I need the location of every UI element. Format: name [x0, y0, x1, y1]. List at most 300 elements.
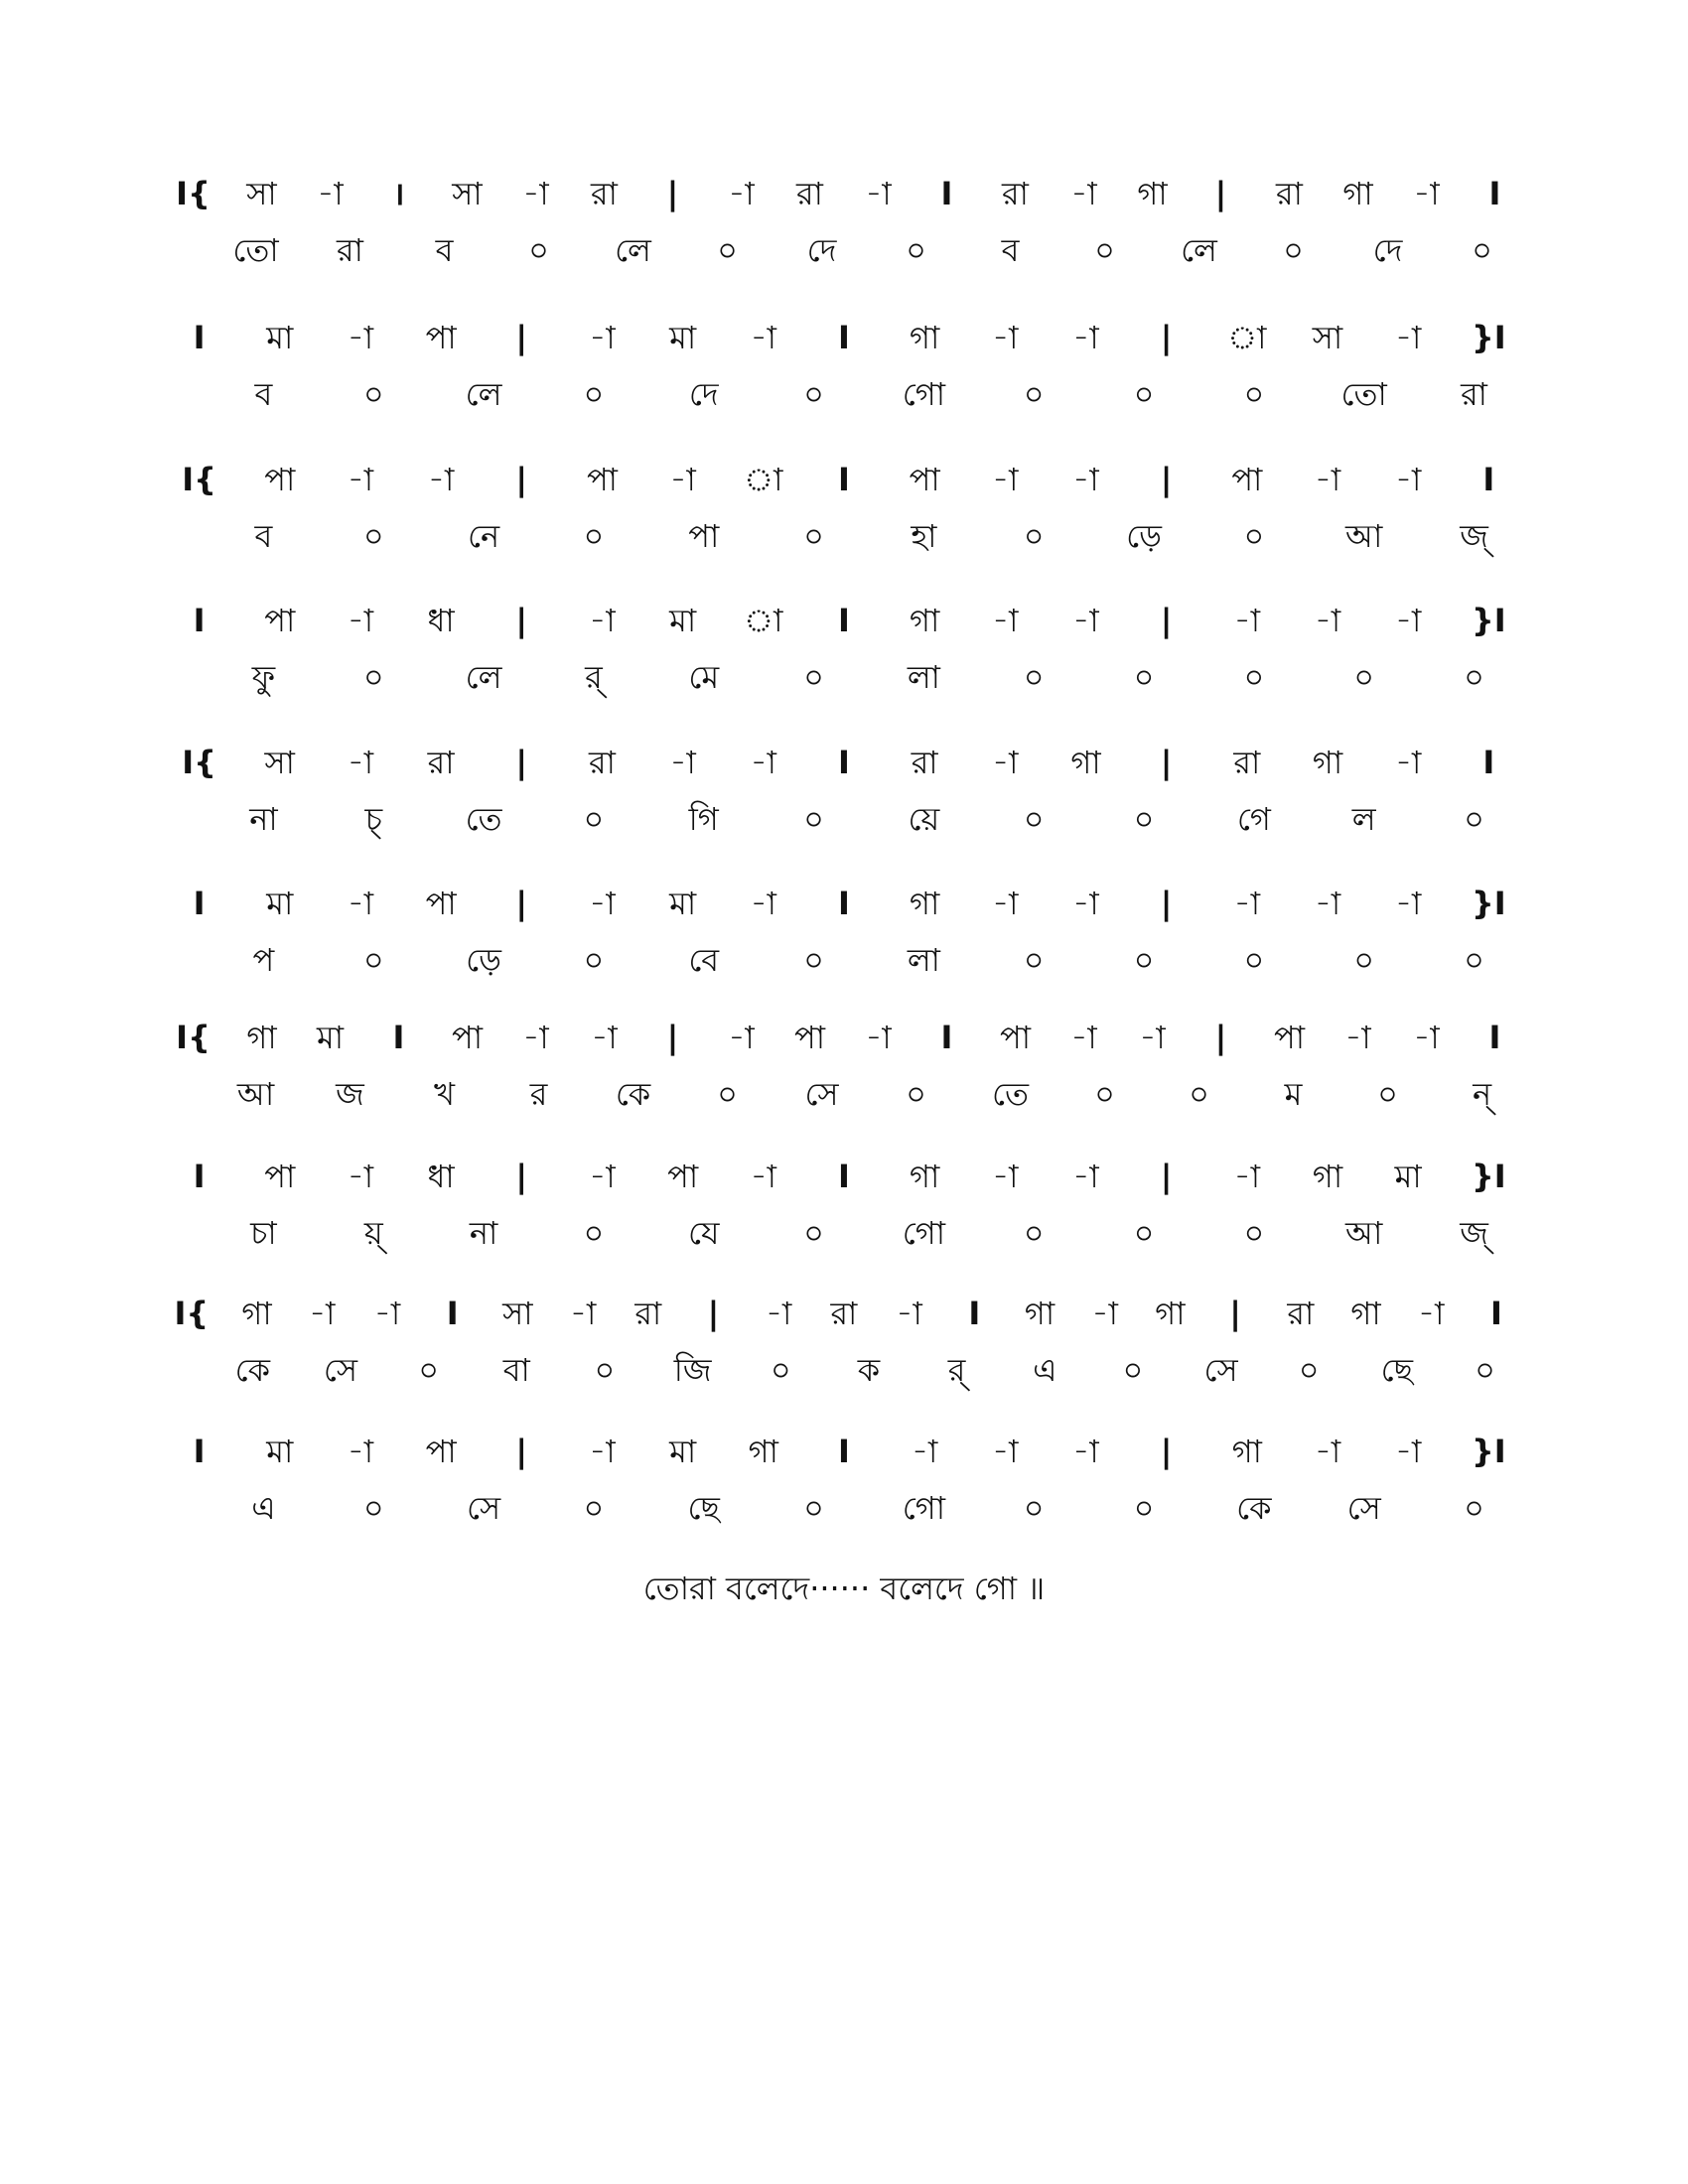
swara-token: সা	[1312, 319, 1343, 356]
swara-token: }I	[1471, 885, 1506, 922]
lyric-token: চা	[250, 1214, 277, 1252]
swara-token: -া	[1072, 602, 1099, 639]
swara-token: I	[838, 1158, 850, 1195]
swara-token: গা	[246, 1019, 277, 1056]
swara-token: -া	[750, 885, 776, 922]
lyric-token: ০	[1133, 658, 1155, 696]
swara-token: I	[1482, 744, 1495, 781]
lyric-token: তে	[992, 1075, 1029, 1113]
swara-token: |	[515, 602, 528, 639]
swara-token: ।	[392, 175, 405, 212]
swara-token: -া	[347, 885, 374, 922]
lyric-line	[159, 935, 1529, 985]
swara-line	[159, 738, 1529, 787]
lyric-token: ০	[583, 375, 605, 413]
swara-token: ধা	[427, 602, 455, 639]
swara-line	[159, 1152, 1529, 1201]
swara-token: I	[838, 744, 850, 781]
swara-token: -া	[865, 175, 892, 212]
swara-token: পা	[425, 885, 457, 922]
swara-token: মা	[669, 1433, 697, 1470]
swara-token: মা	[316, 1019, 345, 1056]
swara-token: -া	[1394, 602, 1422, 639]
lyric-token: ০	[1472, 231, 1492, 269]
swara-token: I	[1482, 461, 1495, 498]
swara-token: রা	[830, 1295, 858, 1332]
swara-token: -া	[1072, 1433, 1099, 1470]
swara-token: রা	[427, 744, 455, 781]
lyric-token: ০	[1464, 941, 1484, 979]
lyric-token: য়ে	[908, 800, 940, 838]
swara-token: I	[193, 602, 206, 639]
swara-token: -া	[750, 744, 776, 781]
swara-token: -া	[347, 461, 374, 498]
swara-token: |	[515, 1433, 528, 1470]
lyric-token: ০	[717, 1075, 738, 1113]
swara-token: া	[744, 461, 783, 498]
swara-token: পা	[586, 461, 618, 498]
swara-token: -া	[1091, 1295, 1118, 1332]
lyric-token: ০	[1023, 800, 1045, 838]
lyric-token: ০	[1353, 941, 1375, 979]
lyric-token: হা	[911, 517, 937, 555]
lyric-token: ০	[1464, 1489, 1484, 1527]
lyric-token: ০	[1133, 941, 1155, 979]
lyric-line	[159, 369, 1529, 419]
lyric-token: তো	[1340, 375, 1387, 413]
swara-token: -া	[589, 1433, 616, 1470]
lyric-token: ০	[1023, 941, 1045, 979]
lyric-token: দে	[688, 375, 719, 413]
swara-token: মা	[266, 319, 294, 356]
lyric-token: র্	[947, 1351, 966, 1389]
lyric-token: চ্	[364, 800, 382, 838]
swara-token: পা	[999, 1019, 1031, 1056]
lyric-token: কে	[1236, 1489, 1272, 1527]
swara-token: গা	[910, 1158, 940, 1195]
swara-token: গা	[1155, 1295, 1186, 1332]
swara-token: I{	[174, 1295, 210, 1332]
swara-token: |	[1160, 1158, 1173, 1195]
swara-token: -া	[766, 1295, 792, 1332]
lyric-token: গি	[688, 800, 719, 838]
swara-line	[159, 169, 1529, 218]
swara-token: গা	[1312, 1158, 1343, 1195]
lyric-token: ০	[906, 1075, 926, 1113]
swara-token: -া	[1233, 602, 1260, 639]
swara-token: I	[940, 175, 953, 212]
lyric-token: ল	[1351, 800, 1376, 838]
swara-token: রা	[911, 744, 938, 781]
lyric-token: ০	[362, 375, 384, 413]
swara-token: |	[515, 1158, 528, 1195]
swara-token: -া	[1314, 602, 1341, 639]
swara-token: -া	[992, 1158, 1019, 1195]
swara-token: -া	[1394, 885, 1422, 922]
lyric-token: ০	[770, 1351, 791, 1389]
lyric-token: বা	[502, 1351, 530, 1389]
swara-token: পা	[909, 461, 940, 498]
swara-token: |	[515, 885, 528, 922]
lyric-token: জ্	[1460, 517, 1488, 555]
lyric-token: ০	[1464, 658, 1484, 696]
lyric-token: ০	[1243, 658, 1265, 696]
lyric-token: গো	[902, 1489, 945, 1527]
lyric-token: ব	[1001, 231, 1020, 269]
swara-token: -া	[1394, 744, 1422, 781]
swara-token: -া	[317, 175, 344, 212]
lyric-token: ক	[857, 1351, 881, 1389]
lyric-token: ০	[528, 231, 549, 269]
footer-line: তোরা বলেদে······ বলেদে গো ॥	[642, 1570, 1046, 1607]
lyric-token: ০	[1189, 1075, 1209, 1113]
lyric-token: খ	[433, 1075, 455, 1113]
lyric-token: সে	[1203, 1351, 1238, 1389]
lyric-token: সে	[1346, 1489, 1381, 1527]
swara-token: -া	[522, 175, 549, 212]
swara-token: -া	[992, 461, 1019, 498]
lyric-token: আ	[1345, 517, 1383, 555]
swara-token: -া	[1072, 319, 1099, 356]
lyric-token: দে	[806, 231, 837, 269]
swara-token: |	[1160, 1433, 1173, 1470]
swara-token: -া	[309, 1295, 336, 1332]
lyric-token: লে	[465, 375, 502, 413]
lyric-token: ব	[254, 375, 273, 413]
swara-token: -া	[591, 1019, 618, 1056]
swara-token: I{	[182, 744, 216, 781]
swara-token: গা	[1024, 1295, 1055, 1332]
lyric-token: প	[252, 941, 275, 979]
lyric-token: ০	[1133, 1489, 1155, 1527]
swara-token: |	[1160, 461, 1173, 498]
swara-token: I	[193, 1433, 206, 1470]
lyric-token: জি	[673, 1351, 712, 1389]
swara-token: ধা	[427, 1158, 455, 1195]
swara-token: পা	[1231, 461, 1263, 498]
swara-token: গা	[748, 1433, 778, 1470]
lyric-token: ০	[1094, 231, 1115, 269]
swara-token: -া	[1394, 319, 1422, 356]
swara-token: পা	[451, 1019, 483, 1056]
swara-token: -া	[589, 319, 616, 356]
lyric-token: লে	[1181, 231, 1217, 269]
lyric-token: ০	[717, 231, 738, 269]
swara-token: -া	[1413, 175, 1440, 212]
swara-token: I	[968, 1295, 981, 1332]
swara-token: -া	[1233, 885, 1260, 922]
lyric-token: ০	[362, 941, 384, 979]
lyric-token: সে	[467, 1489, 501, 1527]
swara-token: সা	[502, 1295, 533, 1332]
swara-token: |	[1160, 319, 1173, 356]
lyric-token: জ	[336, 1075, 364, 1113]
swara-token: -া	[865, 1019, 892, 1056]
swara-token: গা	[910, 319, 940, 356]
swara-token: -া	[728, 175, 755, 212]
swara-token: I{	[182, 461, 216, 498]
lyric-token: ব	[435, 231, 454, 269]
swara-token: গা	[910, 885, 940, 922]
swara-token: গা	[1312, 744, 1343, 781]
swara-token: গা	[1342, 175, 1373, 212]
swara-token: I	[1488, 1019, 1501, 1056]
swara-token: -া	[1394, 461, 1422, 498]
swara-line	[159, 455, 1529, 504]
swara-token: I	[838, 461, 850, 498]
lyric-token: রা	[1461, 375, 1487, 413]
swara-token: রা	[796, 175, 823, 212]
swara-token: পা	[264, 461, 296, 498]
lyric-token: য়্	[363, 1214, 383, 1252]
swara-token: -া	[347, 1433, 374, 1470]
swara-token: I	[838, 319, 850, 356]
lyric-token: ০	[803, 1214, 824, 1252]
swara-token: -া	[750, 1158, 776, 1195]
swara-token: -া	[1233, 1158, 1260, 1195]
lyric-token: ০	[1243, 517, 1265, 555]
lyric-token: ০	[1023, 1489, 1045, 1527]
swara-token: রা	[589, 744, 616, 781]
lyric-token: ব	[254, 517, 273, 555]
swara-token: -া	[1344, 1019, 1371, 1056]
lyric-token: ছে	[687, 1489, 720, 1527]
swara-token: -া	[1139, 1019, 1166, 1056]
swara-token: -া	[347, 602, 374, 639]
swara-line	[159, 1427, 1529, 1476]
swara-token: -া	[1314, 1433, 1341, 1470]
swara-token: |	[515, 319, 528, 356]
lyric-token: এ	[1033, 1351, 1057, 1389]
swara-token: -া	[669, 744, 696, 781]
lyric-token: ০	[1283, 231, 1304, 269]
lyric-token: বে	[688, 941, 720, 979]
swara-token: পা	[264, 602, 296, 639]
swara-token: রা	[1287, 1295, 1315, 1332]
swara-token: -া	[347, 1158, 374, 1195]
lyric-token: ০	[1243, 1214, 1265, 1252]
swara-token: I	[1488, 175, 1501, 212]
swara-token: গা	[241, 1295, 272, 1332]
lyric-token: গো	[902, 375, 945, 413]
lyric-token: ০	[1475, 1351, 1495, 1389]
lyric-token: ০	[362, 517, 384, 555]
swara-token: -া	[373, 1295, 401, 1332]
swara-token: গা	[1350, 1295, 1381, 1332]
lyric-token: ০	[594, 1351, 616, 1389]
swara-line	[159, 879, 1529, 928]
swara-token: সা	[246, 175, 277, 212]
swara-token: -া	[569, 1295, 597, 1332]
swara-token: গা	[910, 602, 940, 639]
lyric-token: ০	[583, 800, 605, 838]
swara-token: |	[1229, 1295, 1241, 1332]
lyric-token: ম	[1284, 1075, 1303, 1113]
swara-token: I	[1489, 1295, 1502, 1332]
swara-token: -া	[347, 319, 374, 356]
swara-token: -া	[1394, 1433, 1422, 1470]
lyric-line	[159, 511, 1529, 561]
lyric-token: ০	[1023, 517, 1045, 555]
lyric-line	[159, 1483, 1529, 1533]
swara-token: গা	[1137, 175, 1168, 212]
swara-token: -া	[911, 1433, 938, 1470]
lyric-token: ড়ে	[1126, 517, 1162, 555]
swara-line	[159, 313, 1529, 362]
lyric-token: ০	[1298, 1351, 1320, 1389]
swara-token: গা	[1070, 744, 1101, 781]
lyric-line	[159, 225, 1529, 275]
lyric-token: জ্	[1460, 1214, 1488, 1252]
swara-token: |	[1214, 175, 1227, 212]
lyric-token: ০	[803, 658, 824, 696]
lyric-token: তে	[465, 800, 502, 838]
swara-token: I	[193, 1158, 206, 1195]
lyric-token: ০	[583, 941, 605, 979]
swara-token: }I	[1471, 319, 1506, 356]
swara-token: |	[1214, 1019, 1227, 1056]
swara-line	[159, 1013, 1529, 1062]
lyric-token: ন্	[1472, 1075, 1492, 1113]
swara-token: রা	[591, 175, 618, 212]
swara-token: I{	[176, 175, 211, 212]
swara-token: -া	[1413, 1019, 1440, 1056]
swara-token: |	[666, 175, 679, 212]
lyric-token: ০	[1133, 375, 1155, 413]
lyric-token: লা	[907, 941, 940, 979]
lyric-token: র্	[585, 658, 603, 696]
lyric-token: ০	[583, 1214, 605, 1252]
lyric-token: ০	[803, 941, 824, 979]
swara-token: -া	[589, 885, 616, 922]
swara-token: -া	[896, 1295, 922, 1332]
lyric-token: সে	[323, 1351, 358, 1389]
swara-token: I	[392, 1019, 405, 1056]
swara-token: মা	[266, 885, 294, 922]
swara-token: -া	[427, 461, 455, 498]
lyric-token: সে	[804, 1075, 839, 1113]
lyric-token: ০	[362, 658, 384, 696]
swara-token: রা	[1233, 744, 1261, 781]
swara-token: রা	[634, 1295, 662, 1332]
swara-token: |	[707, 1295, 720, 1332]
swara-token: মা	[669, 319, 697, 356]
lyric-token: ০	[1023, 375, 1045, 413]
swara-token: পা	[425, 319, 457, 356]
swara-token: }I	[1471, 1433, 1506, 1470]
swara-token: -া	[992, 319, 1019, 356]
lyric-token: ০	[803, 1489, 824, 1527]
lyric-token: রা	[337, 231, 363, 269]
lyric-token: ০	[1377, 1075, 1398, 1113]
swara-token: -া	[347, 744, 374, 781]
lyric-token: লে	[465, 658, 502, 696]
swara-token: -া	[1072, 461, 1099, 498]
lyric-token: ০	[583, 1489, 605, 1527]
lyric-token: পা	[688, 517, 720, 555]
swara-token: |	[666, 1019, 679, 1056]
swara-token: |	[515, 744, 528, 781]
lyric-token: ০	[1243, 941, 1265, 979]
swara-token: -া	[750, 319, 776, 356]
lyric-line	[159, 1345, 1529, 1395]
lyric-token: ০	[1243, 375, 1265, 413]
swara-token: }I	[1471, 1158, 1506, 1195]
lyric-token: ০	[362, 1489, 384, 1527]
lyric-token: দে	[1372, 231, 1403, 269]
swara-token: া	[744, 602, 783, 639]
swara-token: -া	[992, 602, 1019, 639]
swara-token: I	[193, 885, 206, 922]
lyric-token: ০	[1023, 1214, 1045, 1252]
swara-line	[159, 1289, 1529, 1338]
swara-token: -া	[728, 1019, 755, 1056]
lyric-token: নে	[468, 517, 500, 555]
lyric-token: কে	[234, 1351, 271, 1389]
lyric-token: ছে	[1380, 1351, 1414, 1389]
lyric-token: ০	[1122, 1351, 1144, 1389]
swara-token: রা	[1002, 175, 1029, 212]
lyric-token: ০	[1094, 1075, 1115, 1113]
lyric-token: ০	[1023, 658, 1045, 696]
lyric-token: ০	[803, 800, 824, 838]
lyric-token: গো	[902, 1214, 945, 1252]
lyric-token: ০	[1133, 1214, 1155, 1252]
lyric-line	[159, 652, 1529, 702]
swara-token: -া	[1418, 1295, 1445, 1332]
swara-token: I	[446, 1295, 459, 1332]
swara-token: -া	[1070, 1019, 1097, 1056]
lyric-token: ০	[418, 1351, 440, 1389]
swara-token: I{	[176, 1019, 211, 1056]
swara-token: -া	[992, 744, 1019, 781]
lyric-token: কে	[615, 1075, 651, 1113]
swara-token: -া	[522, 1019, 549, 1056]
lyric-token: যে	[688, 1214, 720, 1252]
lyric-token: ০	[906, 231, 926, 269]
swara-token: গা	[1231, 1433, 1262, 1470]
lyric-token: ০	[583, 517, 605, 555]
swara-token: সা	[452, 175, 483, 212]
swara-token: |	[1160, 602, 1173, 639]
swara-token: পা	[1273, 1019, 1305, 1056]
lyric-token: এ	[251, 1489, 276, 1527]
lyric-token: ০	[1133, 800, 1155, 838]
swara-token: মা	[1394, 1158, 1422, 1195]
swara-token: |	[1160, 885, 1173, 922]
lyric-token: তো	[232, 231, 279, 269]
swara-token: }I	[1471, 602, 1506, 639]
lyric-token: র	[529, 1075, 548, 1113]
lyric-token: মে	[688, 658, 720, 696]
swara-token: -া	[1314, 461, 1341, 498]
lyric-token: গে	[1236, 800, 1271, 838]
swara-token: -া	[589, 602, 616, 639]
lyric-token: ০	[803, 517, 824, 555]
swara-token: পা	[793, 1019, 825, 1056]
lyric-token: ০	[803, 375, 824, 413]
swara-token: I	[193, 319, 206, 356]
lyric-token: আ	[236, 1075, 275, 1113]
swara-token: পা	[264, 1158, 296, 1195]
swara-token: -া	[669, 461, 696, 498]
swara-token: -া	[1072, 885, 1099, 922]
swara-token: -া	[589, 1158, 616, 1195]
lyric-token: ০	[1464, 800, 1484, 838]
swara-token: পা	[667, 1158, 699, 1195]
swara-token: মা	[669, 885, 697, 922]
swara-line	[159, 596, 1529, 645]
